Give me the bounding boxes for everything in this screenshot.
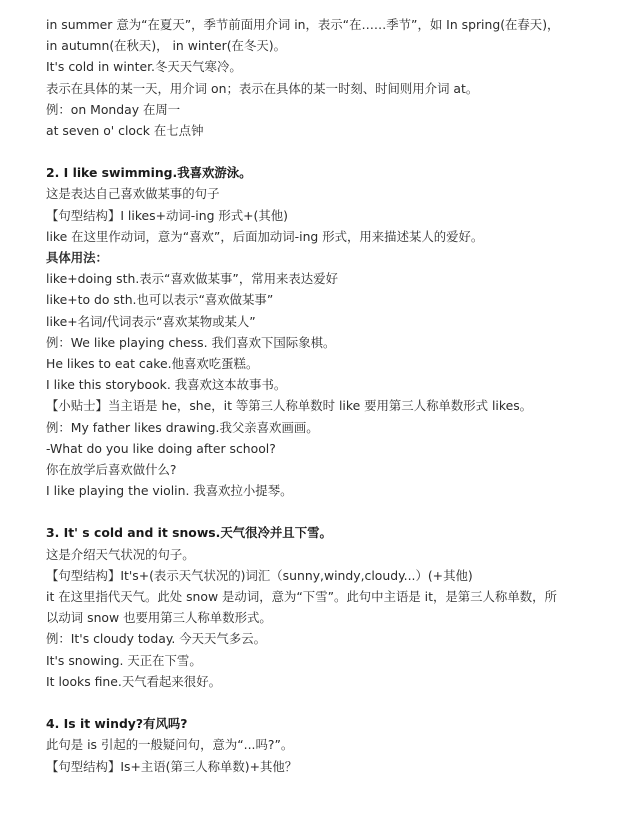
text-line: at seven o' clock 在七点钟 [46,123,204,139]
text-line: 【句型结构】Is+主语(第三人称单数)+其他？ [46,758,298,774]
text-line: I like this storybook. 我喜欢这本故事书。 [46,377,287,393]
text-line: in summer 意为“在夏天”，季节前面用介词 in，表示“在……季节”，如 In spring(在春天)，in autumn(在秋天)， in winter(在冬天)。 [46,17,560,54]
text-line: 此句是 is 引起的一般疑问句，意为“...吗?”。 [46,737,294,753]
section-gap [46,141,617,162]
text-line: like+to do sth.也可以表示“喜欢做某事” [46,292,274,308]
section-gap [46,501,617,522]
text-line: 表示在具体的某一天，用介词 on；表示在具体的某一时刻、时间则用介词 at。 [46,80,479,96]
section-heading: 3. It' s cold and it snows.天气很冷并且下雪。 [46,525,332,541]
section-heading: 2. I like swimming.我喜欢游泳。 [46,165,252,181]
text-line: It's cold in winter.冬天天气寒冷。 [46,59,242,75]
sub-heading: 具体用法： [46,250,108,266]
section-heading: 4. Is it windy?有风吗? [46,716,188,732]
text-line: 例：We like playing chess. 我们喜欢下国际象棋。 [46,334,336,350]
text-line: -What do you like doing after school? [46,440,276,456]
text-line: like+doing sth.表示“喜欢做某事”，常用来表达爱好 [46,271,338,287]
text-line: He likes to eat cake.他喜欢吃蛋糕。 [46,356,259,372]
text-line: 【句型结构】I likes+动词-ing 形式+(其他) [46,207,288,223]
text-line: like+名词/代词表示“喜欢某物或某人” [46,313,256,329]
text-line: It looks fine.天气看起来很好。 [46,673,221,689]
text-line: 例：It's cloudy today. 今天天气多云。 [46,631,266,647]
text-line: 例：My father likes drawing.我父亲喜欢画画。 [46,419,319,435]
text-line: 这是表达自己喜欢做某事的句子 [46,186,220,202]
text-line: like 在这里作动词，意为“喜欢”，后面加动词-ing 形式，用来描述某人的爱好。 [46,228,484,244]
text-line: I like playing the violin. 我喜欢拉小提琴。 [46,483,293,499]
section-gap [46,692,617,713]
text-line: It's snowing. 天正在下雪。 [46,652,202,668]
text-line: 例：on Monday 在周一 [46,101,181,117]
text-line: it 在这里指代天气。此处 snow 是动词，意为“下雪”。此句中主语是 it，是第三人称单数，所以动词 snow 也要用第三人称单数形式。 [46,589,557,626]
text-line: 你在放学后喜欢做什么? [46,462,177,478]
text-line: 【小贴士】当主语是 he，she，it 等第三人称单数时 like 要用第三人称单数形式 likes。 [46,398,533,414]
text-line: 这是介绍天气状况的句子。 [46,546,195,562]
text-line: 【句型结构】It's+(表示天气状况的)词汇（sunny,windy,cloudy...）(+其他) [46,567,473,583]
